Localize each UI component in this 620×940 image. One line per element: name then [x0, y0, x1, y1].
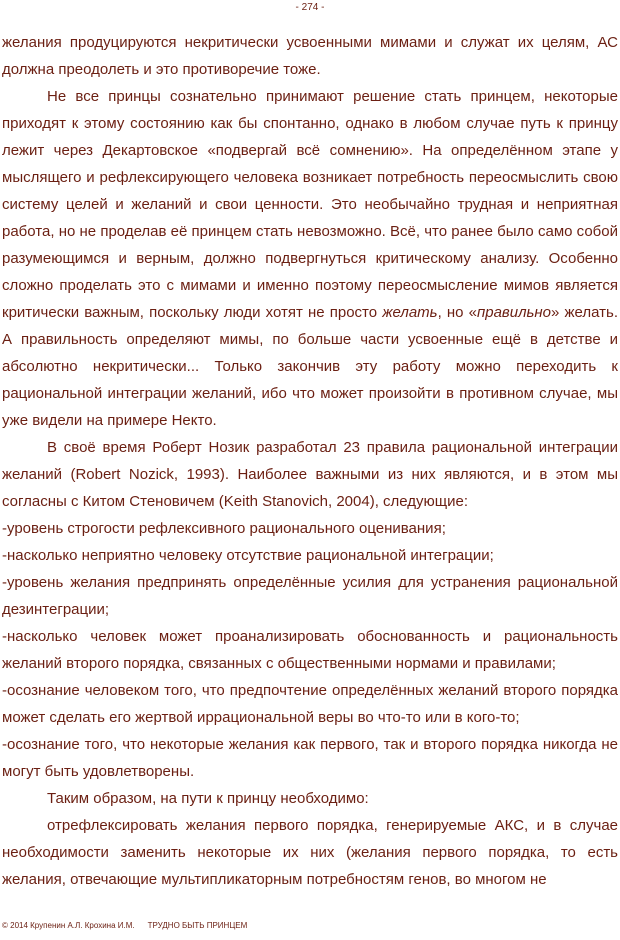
page-footer	[2, 921, 250, 930]
paragraph-4: Таким образом, на пути к принцу необходимо:	[47, 790, 369, 807]
paragraph-2-text-b: , но «	[437, 304, 477, 321]
paragraph-1: желания продуцируются некритически усвоенными мимами и служат их целям, АС должна преодолеть и это противоречие тоже.	[2, 34, 618, 78]
paragraph-2	[2, 83, 618, 434]
page-number: - 274 -	[295, 2, 325, 13]
list-item: -насколько человек может проанализировать обоснованность и рациональность желаний второго порядка, связанных с общественными нормами и правилами;	[2, 628, 618, 672]
paragraph-2-text-a: Не все принцы сознательно принимают решение стать принцем, некоторые приходят к этому состоянию как бы спонтанно, однако в любом случае путь к принцу лежит через Декартовское «подвергай всё сомнению». На определённом этапе у мыслящего и рефлексирующего человека возникает потребность переосмыслить свою систему целей и желаний и свои ценности. Это необычайно трудная и неприятная работа, но не проделав её принцем стать невозможно. Всё, что ранее было само собой разумеющимся и верным, должно подвергнуться критическому анализу. Особенно сложно проделать это с мимами и именно поэтому переосмысление мимов является критически важным, поскольку люди хотят не просто	[2, 88, 618, 321]
list-item: -насколько неприятно человеку отсутствие рациональной интеграции;	[2, 547, 494, 564]
page-body	[2, 29, 618, 893]
list-item: -уровень желания предпринять определённые усилия для устранения рациональной дезинтеграции;	[2, 574, 618, 618]
paragraph-5: отрефлексировать желания первого порядка, генерируемые АКС, и в случае необходимости заменить некоторые их них (желания первого порядка, то есть желания, отвечающие мультипликаторным потребностям генов, во многом не	[2, 817, 618, 888]
list-item: -уровень строгости рефлексивного рационального оценивания;	[2, 520, 446, 537]
emphasis-correctly: правильно	[476, 304, 552, 321]
list-item: -осознание того, что некоторые желания как первого, так и второго порядка никогда не могут быть удовлетворены.	[2, 736, 618, 780]
footer-book-title: ТРУДНО БЫТЬ ПРИНЦЕМ	[147, 921, 248, 930]
emphasis-desire: желать	[382, 304, 438, 321]
paragraph-3: В своё время Роберт Нозик разработал 23 правила рациональной интеграции желаний (Robert Nozick, 1993). Наиболее важными из них являются, и в этом мы согласны с Китом Стеновичем (Keith Stanovich, 2004), следующие:	[2, 439, 618, 510]
list-item: -осознание человеком того, что предпочтение определённых желаний второго порядка может сделать его жертвой иррациональной веры во что-то или в кого-то;	[2, 682, 618, 726]
paragraph-2-text-c: » желать. А правильность определяют мимы, по больше части усвоенные ещё в детстве и абсолютно некритически... Только закончив эту работу можно переходить к рациональной интеграции желаний, ибо что может произойти в противном случае, мы уже видели на примере Некто.	[2, 304, 618, 429]
footer-copyright: © 2014 Крупенин А.Л. Крохина И.М.	[2, 921, 135, 930]
